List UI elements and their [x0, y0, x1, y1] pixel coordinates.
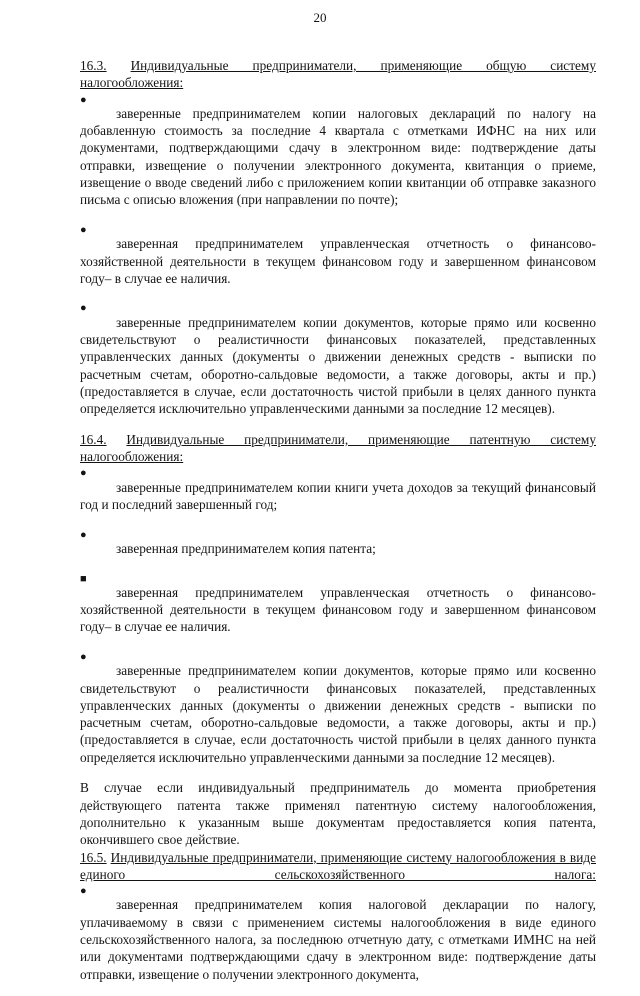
section-number: 16.4.: [80, 431, 107, 447]
section-title: Индивидуальные предприниматели, применяющие систему налогообложения в виде единого сельскохозяйственного налога:: [80, 849, 596, 882]
square-bullet-icon: ■: [80, 572, 87, 585]
list-item-text: заверенная предпринимателем копия патента;: [116, 540, 376, 556]
section-title: Индивидуальные предприниматели, применяющие общую систему налогообложения:: [80, 58, 596, 91]
bullet-icon: ●: [80, 467, 87, 480]
page-number: 20: [313, 10, 327, 25]
section-16-3: [80, 57, 596, 431]
bullet-icon: ●: [80, 93, 87, 106]
bullet-icon: ●: [80, 223, 87, 236]
list-item: [80, 571, 596, 649]
list-item-text: заверенные предпринимателем копии документов, которые прямо или косвенно свидетельствуют о реалистичности финансовых показателей, представленных управленческих данных (документы о движении денежных средств - выписки по расчетным счетам, оборотно-сальдовые ведомости, а также договоры, акты и пр.) (предоставляется в случае, если достаточность чистой прибыли в целях данного пункта определяется исключительно управленческими данными за последние 12 месяцев).: [80, 314, 596, 417]
bullet-icon: ●: [80, 885, 87, 898]
list-item-text: заверенные предпринимателем копии документов, которые прямо или косвенно свидетельствуют о реалистичности финансовых показателей, представленных управленческих данных (документы о движении денежных средств - выписки по расчетным счетам, оборотно-сальдовые ведомости, а также договоры, акты и пр.) (предоставляется в случае, если достаточность чистой прибыли в целях данного пункта определяется исключительно управленческими данными за последние 12 месяцев).: [80, 663, 596, 765]
list-item: [80, 92, 596, 222]
list-item: [80, 465, 596, 526]
section-number: 16.5.: [80, 849, 107, 865]
section-number: 16.3.: [80, 58, 107, 73]
bullet-icon: ●: [80, 302, 87, 315]
list-item: [80, 883, 596, 996]
list-item: [80, 649, 596, 779]
section-title: Индивидуальные предприниматели, применяющие патентную систему налогообложения:: [80, 431, 596, 465]
list-item: [80, 222, 596, 300]
section-heading: [80, 57, 596, 92]
list-item-text: заверенные предпринимателем копии налоговых деклараций по налогу на добавленную стоимость за последние 4 квартала с отметками ИФНС на них или документами, подтверждающими сдачу в электронном виде: подтверждение даты отправки, извещение о получении электронного документа, квитанция о приеме, извещение о вводе сведений либо с приложением копии квитанции об отправке заказного письма с описью вложения (при направлении по почте);: [80, 105, 596, 208]
list-item-text: заверенная предпринимателем управленческая отчетность о финансово-хозяйственной деятельности в текущем финансовом году и завершенном финансовом году– в случае ее наличия.: [80, 236, 596, 286]
section-heading: [80, 431, 596, 466]
list-item-text: заверенные предпринимателем копии книги учета доходов за текущий финансовый год и последний завершенный год;: [80, 479, 596, 513]
list-item: [80, 300, 596, 430]
section-heading: [80, 849, 596, 884]
bullet-icon: ●: [80, 528, 87, 541]
section-16-4: [80, 431, 596, 849]
list-item-text: заверенная предпринимателем управленческая отчетность о финансово-хозяйственной деятельности в текущем финансовом году и завершенном финансовом году– в случае ее наличия.: [80, 584, 596, 635]
document-body: [80, 57, 596, 996]
list-item-text: заверенная предпринимателем копия налоговой декларации по налогу, уплачиваемому в связи с применением системы налогообложения в виде единого сельскохозяйственного налога, за последнюю отчетную дату, с отметками ИМНС на ней или документами подтверждающими сдачу в электронном виде: подтверждение даты отправки, извещение о получении электронного документа,: [80, 897, 596, 982]
bullet-icon: ●: [80, 650, 87, 663]
section-16-5: [80, 849, 596, 996]
list-item: [80, 527, 596, 571]
paragraph: В случае если индивидуальный предприниматель до момента приобретения действующего патента также применял патентную систему налогообложения, дополнительно к указанным выше документам предоставляется копия патента, окончившего свое действие.: [80, 780, 596, 848]
